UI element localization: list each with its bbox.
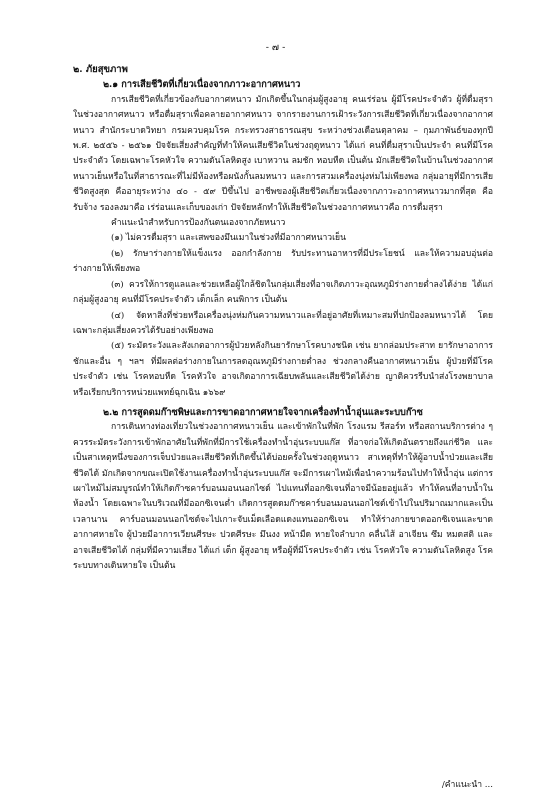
subsection-1-paragraph: การเสียชีวิตที่เกี่ยวข้องกับอากาศหนาว มักเกิดขึ้นในกลุ่มผู้สูงอายุ คนเร่ร่อน ผู้มีโรคประจำตัว ผู้ที่ดื่มสุราในช่วงอากาศหนาว หรือดื่มสุราเพื่อคลายอากาศหนาว จากรายงานการเฝ้าระวังการเสียชีวิตที่เกี่ยวเนื่องจากอากาศหนาว สำนักระบาดวิทยา กรมควบคุมโรค กระทรวงสาธารณสุข ระหว่างช่วงเดือนตุลาคม – กุมภาพันธ์ของทุกปี พ.ศ. ๒๕๕๖ - ๒๕๖๑ ปัจจัยเสี่ยงสำคัญที่ทำให้คนเสียชีวิตในช่วงฤดูหนาว ได้แก่ คนที่ดื่มสุราเป็นประจำ คนที่มีโรคประจำตัว โดยเฉพาะโรคหัวใจ ความดันโลหิตสูง เบาหวาน ลมชัก หอบหืด เป็นต้น มักเสียชีวิตในบ้านในช่วงอากาศหนาวเย็นหรือในที่สาธารณะที่ไม่มีห้องหรือผนังกั้นลมหนาว และการสวมเครื่องนุ่งห่มไม่เพียงพอ กลุ่มอายุที่มีการเสียชีวิตสูงสุด คืออายุระหว่าง ๔๐ - ๕๙ ปีขึ้นไป อาชีพของผู้เสียชีวิตเกี่ยวเนื่องจากภาวะอากาศหนาวมากที่สุด คือ รับจ้าง รองลงมาคือ เร่ร่อนและเก็บของเก่า ปัจจัยหลักทำให้เสียชีวิตในช่วงอากาศหนาวคือ การดื่มสุรา	[73, 94, 493, 213]
subsection-2-title: ๒.๒ การสูดดมก๊าซพิษและการขาดอากาศหายใจจากเครื่องทำน้ำอุ่นและระบบก๊าซ	[103, 406, 423, 418]
continuation-note: /คำแนะนำ ...	[441, 780, 493, 790]
advice-item-2: (๒) รักษาร่างกายให้แข็งแรง ออกกำลังกาย รับประทานอาหารที่มีประโยชน์ และให้ความอบอุ่นต่อร่างกายให้เพียงพอ	[73, 248, 493, 275]
page-number: - ๗ -	[265, 42, 286, 53]
advice-item-5: (๕) ระมัดระวังและสังเกตอาการผู้ป่วยหลังกินยารักษาโรคบางชนิด เช่น ยากล่อมประสาท ยารักษาอาการชักและอื่น ๆ ฯลฯ ที่มีผลต่อร่างกายในการลดอุณหภูมิร่างกายต่ำลง ช่วงกลางคืนอากาศหนาวเย็น ผู้ป่วยที่มีโรคประจำตัว เช่น โรคหอบหืด โรคหัวใจ อาจเกิดอาการเฉียบพลันและเสียชีวิตได้ง่าย ญาติควรรีบนำส่งโรงพยาบาล หรือเรียกบริการหน่วยแพทย์ฉุกเฉิน ๑๖๖๙	[73, 341, 493, 398]
subsection-2-paragraph: การเดินทางท่องเที่ยวในช่วงอากาศหนาวเย็น และเข้าพักในที่พัก โรงแรม รีสอร์ท หรือสถานบริการต่าง ๆ ควรระมัดระวังการเข้าพักอาศัยในที่พักที่มีการใช้เครื่องทำน้ำอุ่นระบบแก๊ส ที่อาจก่อให้เกิดอันตรายถึงแก่ชีวิต และเป็นสาเหตุหนึ่งของการเจ็บป่วยและเสียชีวิตที่เกิดขึ้นได้บ่อยครั้งในช่วงฤดูหนาว สาเหตุที่ทำให้ผู้อาบน้ำป่วยและเสียชีวิตได้ มักเกิดจากขณะเปิดใช้งานเครื่องทำน้ำอุ่นระบบแก๊ส จะมีการเผาไหม้เพื่อนำความร้อนไปทำให้น้ำอุ่น แต่การเผาไหม้ไม่สมบูรณ์ทำให้เกิดก๊าซคาร์บอนมอนนอกไซด์ ไปแทนที่ออกซิเจนที่อาจมีน้อยอยู่แล้ว ทำให้คนที่อาบน้ำในห้องน้ำ โดยเฉพาะในบริเวณที่มีออกซิเจนต่ำ เกิดการสูดดมก๊าซคาร์บอนมอนนอกไซด์เข้าไปในปริมาณมากและเป็นเวลานาน คาร์บอนมอนนอกไซด์จะไปเกาะจับเม็ดเลือดแดงแทนออกซิเจน ทำให้ร่างกายขาดออกซิเจนและขาดอากาศหายใจ ผู้ป่วยมีอาการเวียนศีรษะ ปวดศีรษะ มึนงง หน้ามืด หายใจลำบาก คลื่นไส้ อาเจียน ซึม หมดสติ และอาจเสียชีวิตได้ กลุ่มที่มีความเสี่ยง ได้แก่ เด็ก ผู้สูงอายุ หรือผู้ที่มีโรคประจำตัว เช่น โรคหัวใจ ความดันโลหิตสูง โรคระบบทางเดินหายใจ เป็นต้น	[73, 422, 493, 571]
section-title: ๒. ภัยสุขภาพ	[73, 64, 128, 75]
advice-intro: คำแนะนำสำหรับการป้องกันตนเองจากภัยหนาว	[111, 218, 286, 229]
subsection-1-title: ๒.๑ การเสียชีวิตที่เกี่ยวเนื่องจากภาวะอากาศหนาว	[103, 79, 301, 91]
advice-item-4: (๔) จัดหาสิ่งที่ช่วยหรือเครื่องนุ่งห่มกันความหนาวและที่อยู่อาศัยที่เหมาะสมที่ปกป้องลมหนาวได้ โดยเฉพาะกลุ่มเสี่ยงควรได้รับอย่างเพียงพอ	[73, 310, 493, 336]
document-body	[73, 62, 493, 574]
advice-item-1: (๑) ไม่ควรดื่มสุรา และเสพของมึนเมาในช่วงที่มีอากาศหนาวเย็น	[111, 233, 346, 244]
advice-item-3: (๓) ควรให้การดูแลและช่วยเหลือผู้ใกล้ชิดในกลุ่มเสี่ยงที่อาจเกิดภาวะอุณหภูมิร่างกายต่ำลงได้ง่าย ได้แก่ กลุ่มผู้สูงอายุ คนที่มีโรคประจำตัว เด็กเล็ก คนพิการ เป็นต้น	[73, 279, 493, 306]
